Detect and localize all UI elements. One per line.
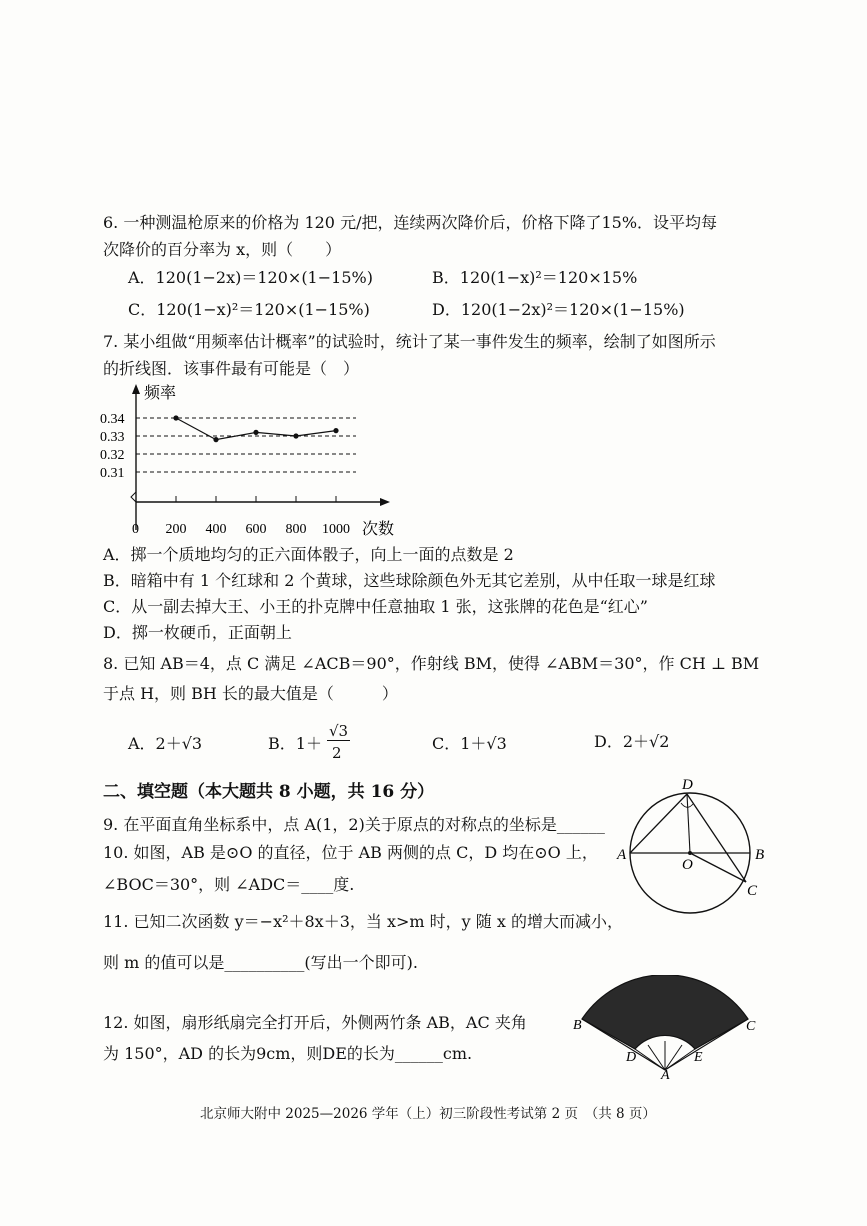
data-point	[293, 433, 298, 438]
q7-option-b: B．暗箱中有 1 个红球和 2 个黄球，这些球除颜色外无其它差别，从中任取一球是红球	[103, 571, 716, 590]
label-o: O	[682, 857, 693, 873]
label-d: D	[626, 1050, 637, 1065]
x-tick-label: 400	[205, 522, 227, 537]
circle-figure	[615, 775, 780, 915]
x-axis-label: 次数	[362, 521, 395, 538]
label-b: B	[755, 847, 765, 863]
q7-option-d: D．掷一枚硬币，正面朝上	[103, 623, 292, 642]
q9-text: 9. 在平面直角坐标系中，点 A(1，2)关于原点的对称点的坐标是______	[103, 815, 605, 834]
frequency-line-chart	[100, 382, 420, 542]
q8-line1: 8. 已知 AB＝4，点 C 满足 ∠ACB＝90°，作射线 BM，使得 ∠ABM＝30°，作 CH ⊥ BM	[103, 654, 760, 673]
label-b: B	[573, 1018, 582, 1033]
q11-line1: 11. 已知二次函数 y＝−x²＋8x＋3，当 x>m 时，y 随 x 的增大而减小，	[103, 912, 623, 931]
axis-break-mark	[131, 492, 136, 502]
x-tick-label: 1000	[322, 522, 350, 537]
rib-3	[665, 1045, 682, 1070]
q7-option-a: A．掷一个质地均匀的正六面体骰子，向上一面的点数是 2	[103, 545, 514, 564]
q8-option-b-numerator: √3	[329, 722, 349, 740]
label-d: D	[682, 777, 693, 793]
fan-figure	[570, 975, 760, 1080]
segment-oc	[690, 853, 746, 882]
y-tick-label: 0.32	[100, 448, 125, 463]
q12-line2: 为 150°，AD 的长为9cm，则DE的长为______cm.	[103, 1044, 473, 1063]
fan-paper	[582, 975, 748, 1049]
origin-label: 0	[132, 522, 139, 537]
q6-option-b: B．120(1−x)²＝120×15%	[432, 268, 638, 287]
y-tick-label: 0.34	[100, 412, 125, 427]
y-tick-label: 0.31	[100, 466, 125, 481]
center-dot	[688, 851, 692, 855]
q7-line2: 的折线图．该事件最有可能是（ ）	[103, 359, 360, 378]
q8-option-b-prefix: B．1＋	[268, 734, 322, 753]
x-tick-label: 800	[285, 522, 307, 537]
rib-5	[665, 1049, 695, 1070]
label-c: C	[747, 883, 758, 899]
q8-option-a: A．2＋√3	[128, 734, 203, 753]
x-axis-arrow	[380, 498, 390, 506]
y-tick-label: 0.33	[100, 430, 125, 445]
label-c: C	[746, 1019, 756, 1034]
q11-line2: 则 m 的值可以是__________(写出一个即可).	[103, 953, 418, 972]
label-a: A	[617, 847, 627, 863]
data-point	[253, 430, 258, 435]
q8-option-b-denominator: 2	[332, 744, 342, 762]
x-tick-label: 600	[245, 522, 267, 537]
rib-1	[648, 1045, 665, 1070]
q7-line1: 7. 某小组做“用频率估计概率”的试验时，统计了某一事件发生的频率，绘制了如图所示	[103, 332, 716, 351]
segment-do	[687, 794, 690, 853]
page-footer: 北京师大附中 2025—2026 学年（上）初三阶段性考试第 2 页 （共 8 页）	[200, 1106, 656, 1122]
chart-grid	[136, 418, 356, 472]
q10-line2: ∠BOC＝30°，则 ∠ADC＝____度.	[103, 875, 355, 894]
q7-option-c: C．从一副去掉大王、小王的扑克牌中任意抽取 1 张，这张牌的花色是“红心”	[103, 597, 648, 616]
q6-option-c: C．120(1−x)²＝120×(1−15%)	[128, 300, 370, 319]
q8-option-d: D．2＋√2	[594, 732, 670, 751]
q6-line1: 6. 一种测温枪原来的价格为 120 元/把，连续两次降价后，价格下降了15%．设平均每	[103, 213, 718, 232]
section2-title: 二、填空题（本大题共 8 小题，共 16 分）	[103, 782, 435, 802]
data-point	[173, 415, 178, 420]
label-e: E	[694, 1050, 703, 1065]
y-axis-label: 频率	[144, 385, 177, 402]
data-point	[333, 428, 338, 433]
label-a: A	[661, 1068, 670, 1080]
q8-option-c: C．1＋√3	[432, 734, 507, 753]
q12-line1: 12. 如图，扇形纸扇完全打开后，外侧两竹条 AB，AC 夹角	[103, 1013, 527, 1032]
segment-dc	[687, 794, 746, 882]
q6-option-a: A．120(1−2x)＝120×(1−15%)	[128, 268, 373, 287]
rib-4	[635, 1049, 665, 1070]
q10-line1: 10. 如图，AB 是⊙O 的直径，位于 AB 两侧的点 C，D 均在⊙O 上，	[103, 843, 598, 862]
x-tick-label: 200	[165, 522, 187, 537]
q6-line2: 次降价的百分率为 x，则（ ）	[103, 240, 342, 259]
y-axis-arrow	[132, 384, 140, 394]
q8-line2: 于点 H，则 BH 长的最大值是（ ）	[103, 684, 398, 703]
q6-option-d: D．120(1−2x)²＝120×(1−15%)	[432, 300, 685, 319]
data-point	[213, 437, 218, 442]
